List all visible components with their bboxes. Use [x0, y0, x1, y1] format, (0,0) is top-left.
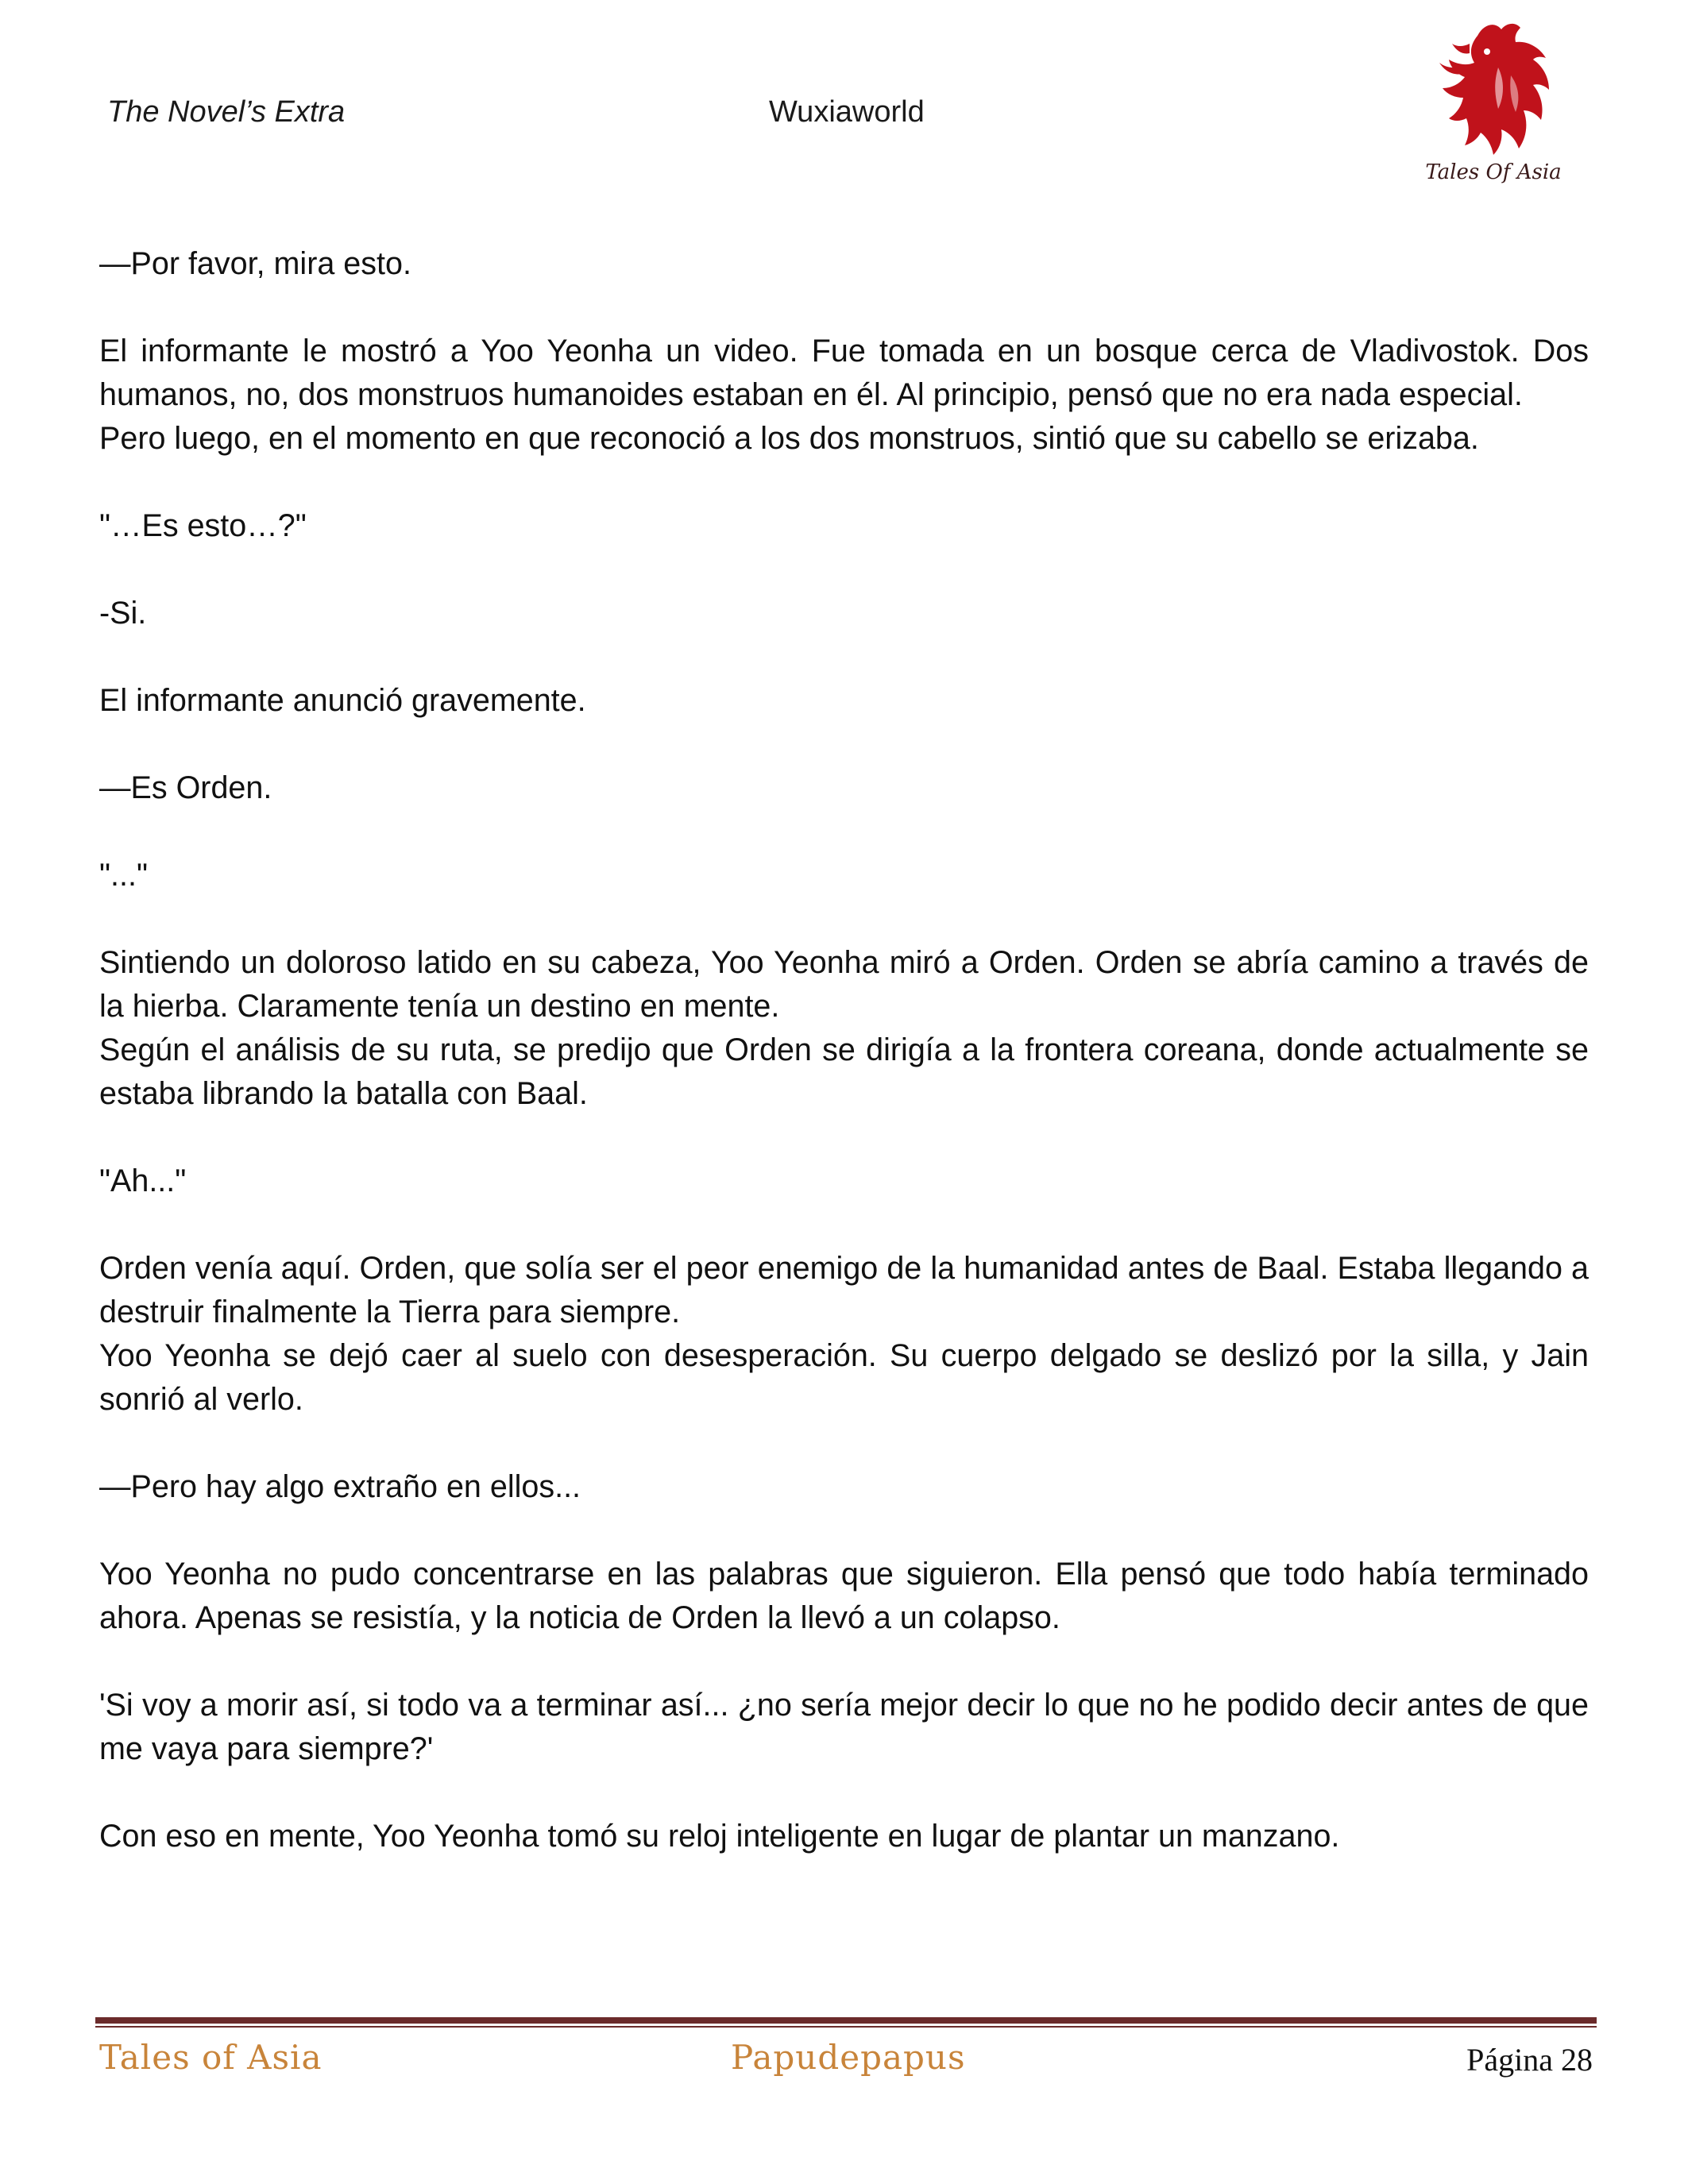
footer-divider-thin [95, 2026, 1597, 2028]
paragraph: Yoo Yeonha no pudo concentrarse en las palabras que siguieron. Ella pensó que todo había terminado ahora. Apenas se resistía, y la noticia de Orden la llevó a un colapso. [99, 1557, 1589, 1635]
paragraph: "…Es esto…?" [99, 508, 307, 543]
paragraph: 'Si voy a morir así, si todo va a terminar así... ¿no sería mejor decir lo que no he podido decir antes de que me vaya para siempre?' [99, 1688, 1589, 1766]
paragraph: —Pero hay algo extraño en ellos... [99, 1469, 581, 1504]
footer-translator: Papudepapus [731, 2038, 966, 2077]
page-header [0, 0, 1688, 206]
paragraph: Según el análisis de su ruta, se predijo que Orden se dirigía a la frontera coreana, donde actualmente se estaba librando la batalla con Baal. [99, 1032, 1589, 1111]
paragraph: Yoo Yeonha se dejó caer al suelo con desesperación. Su cuerpo delgado se deslizó por la silla, y Jain sonrió al verlo. [99, 1338, 1589, 1417]
paragraph: Pero luego, en el momento en que reconoció a los dos monstruos, sintió que su cabello se erizaba. [99, 421, 1479, 456]
footer-divider [95, 2017, 1597, 2028]
site-name: Wuxiaworld [769, 95, 925, 129]
paragraph: -Si. [99, 596, 147, 631]
paragraph: Orden venía aquí. Orden, que solía ser el peor enemigo de la humanidad antes de Baal. Estaba llegando a destruir finalmente la Tierra para siempre. [99, 1251, 1589, 1329]
paragraph: —Es Orden. [99, 770, 272, 805]
novel-title: The Novel’s Extra [107, 95, 346, 129]
logo-text: Tales Of Asia [1425, 160, 1562, 184]
paragraph: "Ah..." [99, 1163, 187, 1198]
paragraph: —Por favor, mira esto. [99, 246, 411, 281]
paragraph: El informante le mostró a Yoo Yeonha un video. Fue tomada en un bosque cerca de Vladivostok. Dos humanos, no, dos monstruos humanoides estaban en él. Al principio, pensó que no era nada especial. [99, 334, 1589, 412]
paragraph: Con eso en mente, Yoo Yeonha tomó su reloj inteligente en lugar de plantar un manzano. [99, 1819, 1340, 1854]
paragraph: Sintiendo un doloroso latido en su cabeza, Yoo Yeonha miró a Orden. Orden se abría camino a través de la hierba. Claramente tenía un destino en mente. [99, 945, 1589, 1024]
paragraph: "..." [99, 858, 148, 893]
dragon-logo-icon [1422, 20, 1565, 191]
page-number: Página 28 [1466, 2042, 1593, 2078]
footer-divider-thick [95, 2017, 1597, 2024]
paragraph: El informante anunció gravemente. [99, 683, 586, 718]
footer-brand: Tales of Asia [99, 2038, 323, 2077]
page-body [99, 242, 1589, 1902]
